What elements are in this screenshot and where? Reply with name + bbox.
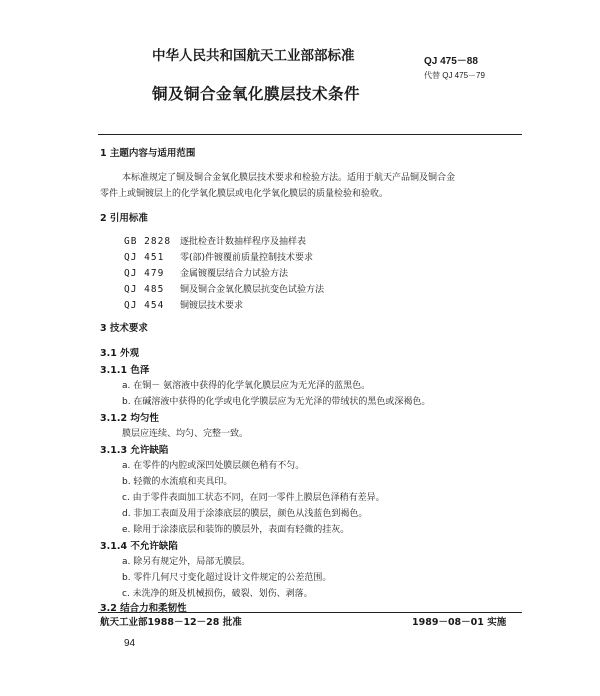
clause-3-1-3-item-d: d. 非加工表面及用于涂漆底层的膜层，颜色从浅蓝色到褐色。 xyxy=(122,509,368,519)
reference-code: QJ 479 xyxy=(124,268,165,279)
section-1-para-line-1: 本标准规定了铜及铜合金氧化膜层技术要求和检验方法。适用于航天产品铜及铜合金 xyxy=(122,173,456,183)
clause-3-1-4-item-b: b. 零件几何尺寸变化超过设计文件规定的公差范围。 xyxy=(122,573,332,583)
approval-date: 航天工业部1988－12－28 批准 xyxy=(100,617,242,628)
clause-3-1-3-item-a: a. 在零件的内腔或深凹处膜层颜色稍有不匀。 xyxy=(122,461,305,471)
issuing-organization: 中华人民共和国航天工业部部标准 xyxy=(152,48,355,64)
clause-3-1-4-heading: 3.1.4 不允许缺陷 xyxy=(100,541,178,552)
reference-title: 铜镀层技术要求 xyxy=(180,301,244,311)
reference-item xyxy=(124,282,324,295)
reference-title: 铜及铜合金氧化膜层抗变色试验方法 xyxy=(180,285,325,295)
clause-3-1-3-heading: 3.1.3 允许缺陷 xyxy=(100,445,169,456)
reference-item xyxy=(124,234,306,247)
reference-title: 零(部)件镀覆前质量控制技术要求 xyxy=(180,253,314,263)
footer-divider xyxy=(98,612,522,613)
reference-title: 金属镀覆层结合力试验方法 xyxy=(180,269,289,279)
clause-3-1-4-item-a: a. 除另有规定外，局部无膜层。 xyxy=(122,557,251,567)
section-2-heading: 2 引用标准 xyxy=(100,213,148,224)
clause-3-1-1-heading: 3.1.1 色泽 xyxy=(100,365,150,376)
reference-item xyxy=(124,298,243,311)
clause-3-1-1-item-b: b. 在碱溶液中获得的化学或电化学膜层应为无光泽的带绒状的黑色或深褐色。 xyxy=(122,397,431,407)
standard-code: QJ 475－88 xyxy=(424,56,478,67)
clause-3-1-1-item-a: a. 在铜－ 氨溶液中获得的化学氧化膜层应为无光泽的蓝黑色。 xyxy=(122,381,371,391)
reference-code: QJ 485 xyxy=(124,284,165,295)
page-number: 94 xyxy=(124,638,136,649)
reference-code: QJ 454 xyxy=(124,300,165,311)
section-1-para-line-2: 零件上或铜镀层上的化学氧化膜层或电化学氧化膜层的质量检验和验收。 xyxy=(100,189,389,199)
document-title: 铜及铜合金氧化膜层技术条件 xyxy=(152,85,361,103)
reference-title: 逐批检查计数抽样程序及抽样表 xyxy=(180,237,307,247)
clause-3-1-4-item-c: c. 未洗净的斑及机械损伤，破裂、划伤、剥落。 xyxy=(122,589,313,599)
reference-code: QJ 451 xyxy=(124,252,165,263)
clause-3-1-3-item-e: e. 除用于涂漆底层和装饰的膜层外，表面有轻微的挂灰。 xyxy=(122,525,350,535)
reference-code: GB 2828 xyxy=(124,236,172,247)
header-divider xyxy=(98,134,522,135)
reference-item xyxy=(124,250,313,263)
replaces-note: 代替 QJ 475－79 xyxy=(424,71,485,80)
clause-3-1-heading: 3.1 外观 xyxy=(100,348,140,359)
clause-3-1-3-item-b: b. 轻微的水流痕和夹具印。 xyxy=(122,477,233,487)
section-3-heading: 3 技术要求 xyxy=(100,323,148,334)
clause-3-1-2-text: 膜层应连续、均匀、完整一致。 xyxy=(122,429,249,439)
section-1-heading: 1 主题内容与适用范围 xyxy=(100,148,196,159)
reference-item xyxy=(124,266,288,279)
effective-date: 1989－08－01 实施 xyxy=(412,617,507,628)
clause-3-1-3-item-c: c. 由于零件表面加工状态不同，在同一零件上膜层色泽稍有差异。 xyxy=(122,493,385,503)
clause-3-2-heading: 3.2 结合力和柔韧性 xyxy=(100,603,187,614)
clause-3-1-2-heading: 3.1.2 均匀性 xyxy=(100,413,159,424)
